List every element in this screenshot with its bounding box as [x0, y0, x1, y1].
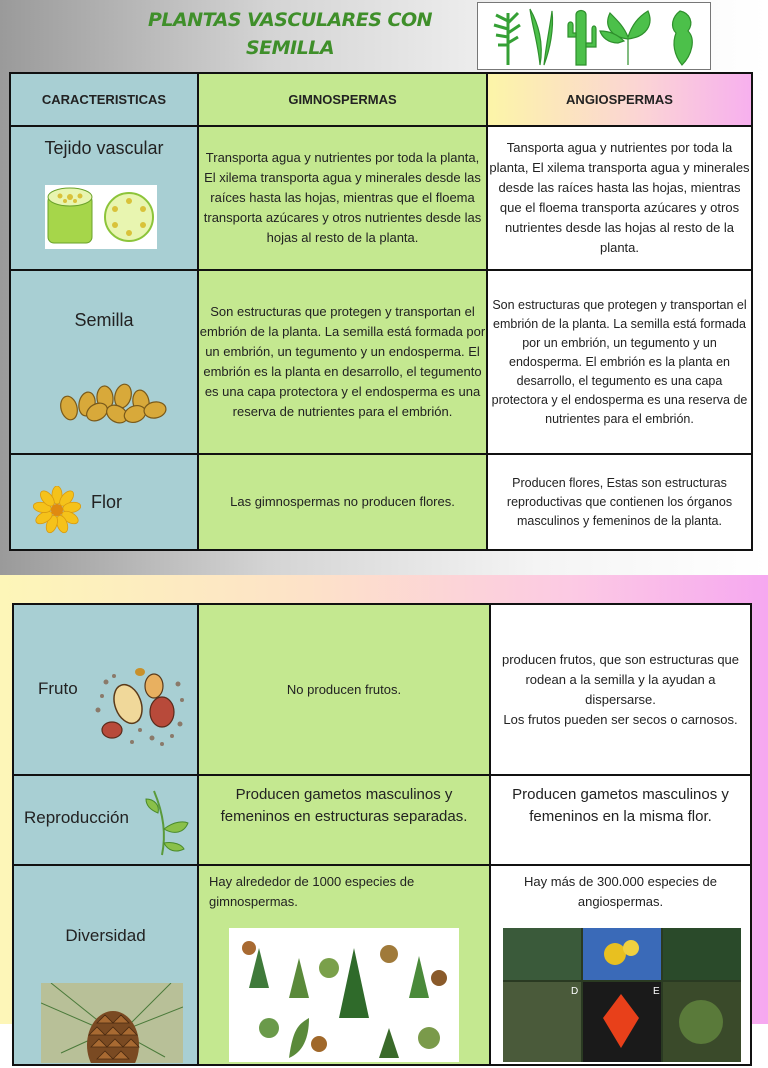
gymnosperm-cell: Son estructuras que protegen y transportan el embrión de la planta. La semilla está formada por un embrión, un tegumento y un endosperma. El embrión es la planta en desarrollo, el tegumento es una capa protectora y el endosperma es una reserva de nutrientes para el embrión.	[198, 270, 487, 454]
angiosperm-cell: Tansporta agua y nutrientes por toda la planta, El xilema transporta agua y minerales desde las raíces hasta las hojas, mientras que el floema transporta azúcares y otros nutrientes desde las hojas al resto de la planta.	[487, 126, 752, 270]
row-label: Fruto	[38, 679, 78, 698]
photo-label-e: E	[653, 986, 660, 997]
header-gymnosperms: GIMNOSPERMAS	[198, 73, 487, 126]
angiosperm-cell	[490, 865, 751, 1065]
header-angiosperms: ANGIOSPERMAS	[487, 73, 752, 126]
plant-leaves-icon	[477, 2, 711, 70]
table-row	[10, 126, 752, 270]
row-label-cell	[13, 604, 198, 775]
page-title-line-1: PLANTAS VASCULARES CON	[147, 9, 433, 31]
sprout-icon	[144, 785, 190, 857]
flower-icon	[33, 486, 81, 534]
row-label: Flor	[91, 492, 122, 512]
angiosperm-species-photos	[503, 928, 741, 1062]
row-label-cell	[13, 775, 198, 865]
vascular-tissue-icon	[45, 185, 157, 249]
row-label: Tejido vascular	[44, 138, 164, 158]
angiosperm-text-2: Los frutos pueden ser secos o carnosos.	[503, 711, 738, 727]
table-row	[10, 270, 752, 454]
gymnosperm-text: Producen gametos masculinos y femeninos en estructuras separadas.	[220, 786, 468, 825]
row-label-cell	[10, 270, 198, 454]
photo-label-d: D	[571, 986, 579, 997]
gymnosperm-text: Hay alrededor de 1000 especies de gimnospermas.	[209, 874, 415, 909]
angiosperm-cell: Son estructuras que protegen y transportan el embrión de la planta. La semilla está formada por un embrión, un tegumento y un endosperma. El embrión es la planta en desarrollo, el tegumento es una capa protectora y el endosperma es una reserva de nutrientes para el embrión.	[487, 270, 752, 454]
gymnosperm-cell: Las gimnospermas no producen flores.	[198, 454, 487, 550]
row-label-cell	[13, 865, 198, 1065]
table-row	[13, 775, 751, 865]
fruits-seeds-icon	[92, 664, 188, 748]
angiosperm-text: Producen gametos masculinos y femeninos en la misma flor.	[512, 786, 729, 825]
angiosperm-cell: Producen flores, Estas son estructuras reproductivas que contienen los órganos masculinos y femeninos de la planta.	[487, 454, 752, 550]
table-row	[13, 865, 751, 1065]
row-label: Semilla	[74, 310, 134, 330]
gymnosperm-cell: Transporta agua y nutrientes por toda la planta, El xilema transporta agua y minerales desde las raíces hasta las hojas, mientras que el floema transporta azúcares y otros nutrientes desde las hojas al resto de la planta.	[198, 126, 487, 270]
row-label: Reproducción	[24, 808, 129, 827]
gymnosperm-species-illustration	[229, 928, 459, 1062]
comparison-table-bottom	[12, 603, 752, 1066]
pine-cone-icon	[41, 983, 183, 1063]
gymnosperm-cell	[198, 865, 490, 1065]
table-header-row	[10, 73, 752, 126]
row-label: Diversidad	[65, 926, 146, 945]
table-row	[13, 604, 751, 775]
header-characteristics: CARACTERISTICAS	[10, 73, 198, 126]
angiosperm-text-1: producen frutos, que son estructuras que rodean a la semilla y la ayudan a dispersarse.	[501, 651, 740, 707]
angiosperm-cell	[490, 775, 751, 865]
comparison-table-top	[9, 72, 753, 551]
gymnosperm-cell: No producen frutos.	[198, 604, 490, 775]
page-title	[120, 6, 460, 62]
seeds-icon	[57, 376, 169, 424]
gymnosperm-cell	[198, 775, 490, 865]
row-label-cell	[10, 126, 198, 270]
row-label-cell	[10, 454, 198, 550]
angiosperm-text: Hay más de 300.000 especies de angiospermas.	[524, 874, 717, 909]
angiosperm-cell	[490, 604, 751, 775]
page-title-line-2: SEMILLA	[245, 37, 335, 59]
table-row	[10, 454, 752, 550]
